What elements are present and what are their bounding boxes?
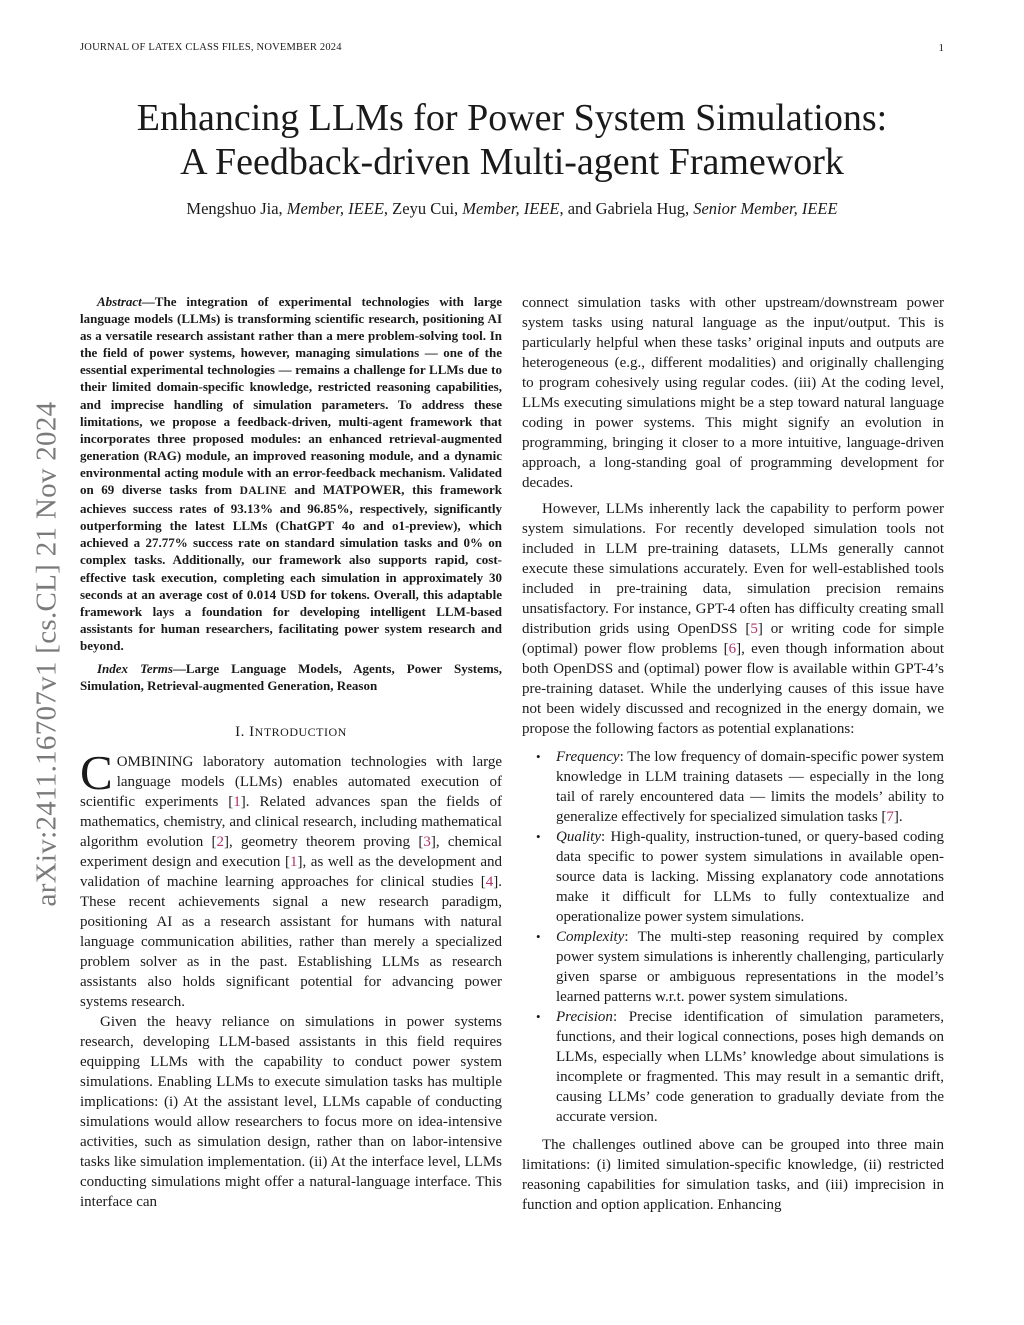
- author-1-role: Member, IEEE: [286, 199, 384, 218]
- author-3: , and Gabriela Hug,: [559, 199, 690, 218]
- list-item: [522, 1007, 944, 1127]
- intro-text-3: ], geometry theorem proving [: [224, 834, 424, 851]
- running-header: JOURNAL OF LATEX CLASS FILES, NOVEMBER 2024: [80, 42, 342, 53]
- citation-link[interactable]: 4: [485, 874, 494, 891]
- list-item: [522, 747, 944, 827]
- factor-term: Quality: [556, 829, 601, 845]
- section-title-rest: NTRODUCTION: [254, 725, 347, 740]
- factor-text: : The low frequency of domain-specific power system knowledge in LLM training datasets — especially in the long tail of rarely encountered data — limits the models’ ability to generalize effectively for specialized simulation tasks [: [556, 749, 944, 825]
- section-numeral: I.: [235, 724, 245, 741]
- section-title-initial: I: [249, 724, 255, 741]
- abstract-text-2: and MATPOWER, this framework achieves success rates of 93.13% and 96.85%, respectively, significantly outperforming the latest LLMs (ChatGPT 4o and o1-preview), which achieved a 27.77% success rate on standard simulation tasks and 0% on complex tasks. Additionally, our framework also supports rapid, cost-effective task execution, completing each simulation in approximately 30 seconds at an average cost of 0.014 USD for tokens. Overall, this adaptable framework lays a foundation for developing intelligent LLM-based assistants for human researchers, facilitating power system research and beyond.: [80, 482, 502, 653]
- index-terms-label: Index Terms: [97, 660, 173, 676]
- right-paragraph-1: connect simulation tasks with other upstream/downstream power system tasks using natural language as the input/output. This is particularly helpful when these tasks’ original inputs and outputs are heterogeneous (e.g., different modalities) and originally challenging to program cohesively using regular codes. (iii) At the coding level, LLMs executing simulations might be a step toward natural language coding in power systems. This might signify an evolution in programming, bringing it closer to a more intuitive, language-driven approach, a long-standing goal of programming development for decades.: [522, 295, 944, 491]
- bullet-icon: •: [536, 749, 541, 764]
- author-3-role: Senior Member, IEEE: [693, 199, 838, 218]
- intro-text-2: ]. Related advances span the fields of mathematics, chemistry, and clinical research, including mathematical algorithm evolution [: [80, 794, 502, 851]
- right-text-1: However, LLMs inherently lack the capability to perform power system simulations. For recently developed simulation tools not included in LLM pre-training datasets, LLMs generally cannot execute these simulations accurately. Even for well-established tools included in pre-training data, simulation precision remains unsatisfactory. For instance, GPT-4 often has difficulty creating small distribution grids using OpenDSS [: [522, 501, 944, 637]
- intro-text-1: laboratory automation technologies with large language models (LLMs) enables automated execution of scientific experiments [: [80, 754, 502, 811]
- citation-link[interactable]: 6: [728, 641, 737, 657]
- factor-list: [522, 747, 944, 1127]
- intro-text-6: ]. These recent achievements signal a new research paradigm, positioning AI as a research assistant for humans with natural language communication abilities, rather than merely a specialized problem solver as in the past. Establishing LLMs as research assistants also holds significant potential for advancing power systems research.: [80, 874, 502, 1011]
- bullet-icon: •: [536, 929, 541, 944]
- factor-term: Complexity: [556, 929, 625, 945]
- title-line-1: Enhancing LLMs for Power System Simulations:: [136, 97, 888, 139]
- factor-end: ].: [893, 809, 903, 825]
- abstract-daline: DALINE: [239, 485, 287, 498]
- title-line-2: A Feedback-driven Multi-agent Framework: [180, 141, 844, 183]
- factor-term: Precision: [556, 1009, 613, 1025]
- intro-paragraph-1: [80, 745, 502, 1012]
- arxiv-identifier: arXiv:2411.16707v1 [cs.CL] 21 Nov 2024: [30, 401, 63, 907]
- author-2-role: Member, IEEE: [462, 199, 560, 218]
- paper-title: [60, 96, 964, 184]
- factor-text: : Precise identification of simulation parameters, functions, and their logical connections, poses high demands on LLMs, especially when LLMs’ knowledge about simulations is incomplete or fragmented. This may result in a semantic drift, causing LLMs’ code generation to gradually deviate from the accurate version.: [556, 1009, 944, 1125]
- right-column: [522, 293, 944, 1215]
- drop-cap: C: [80, 745, 113, 801]
- author-list: [60, 199, 964, 219]
- bullet-icon: •: [536, 1009, 541, 1024]
- factor-text: : The multi-step reasoning required by complex power system simulations is inherently challenging, particularly given sparse or ambiguous representations in the model’s learned patterns w.r.t. power system simulations.: [556, 929, 944, 1005]
- intro-text-4: ], chemical experiment design and execution [: [80, 834, 502, 871]
- citation-link[interactable]: 5: [750, 621, 758, 637]
- citation-link[interactable]: 3: [423, 834, 431, 851]
- abstract: [80, 293, 502, 654]
- right-paragraph-3: The challenges outlined above can be grouped into three main limitations: (i) limited simulation-specific knowledge, (ii) restricted reasoning capabilities for simulation tasks, and (iii) imprecision in function and option application. Enhancing: [522, 1137, 944, 1213]
- right-text-3: ], even though information about both OpenDSS and (optimal) power flow is available within GPT-4’s pre-training dataset. While the underlying causes of this issue have not been widely discussed and recognized in the energy domain, we propose the following factors as potential explanations:: [522, 641, 944, 737]
- author-1: Mengshuo Jia,: [186, 199, 283, 218]
- index-terms: [80, 660, 502, 694]
- abstract-text-1: —The integration of experimental technologies with large language models (LLMs) is transforming scientific research, positioning AI as a versatile research assistant rather than a mere problem-solving tool. In the field of power systems, however, managing simulations — one of the essential experimental technologies — remains a challenge for LLMs due to their limited domain-specific knowledge, restricted reasoning capabilities, and imprecise handling of simulation parameters. To address these limitations, we propose a feedback-driven, multi-agent framework that incorporates three proposed modules: an enhanced retrieval-augmented generation (RAG) module, an improved reasoning module, and a dynamic environmental acting module with an error-feedback mechanism. Validated on 69 diverse tasks from: [80, 294, 502, 498]
- factor-term: Frequency: [556, 749, 620, 765]
- citation-link[interactable]: 7: [886, 809, 894, 825]
- intro-lead-word: OMBINING: [116, 754, 194, 771]
- intro-text-5: ], as well as the development and validation of machine learning approaches for clinical studies [: [80, 854, 502, 891]
- citation-link[interactable]: 2: [216, 834, 225, 851]
- abstract-label: Abstract: [97, 294, 142, 309]
- index-terms-text: —Large Language Models, Agents, Power Systems, Simulation, Retrieval-augmented Generation, Reason: [80, 660, 502, 694]
- citation-link[interactable]: 1: [233, 794, 241, 811]
- right-text-2: ] or writing code for simple (optimal) power flow problems [: [522, 621, 945, 657]
- list-item: [522, 927, 944, 1007]
- page-number: 1: [938, 42, 944, 54]
- right-paragraph-2: [522, 499, 944, 739]
- list-item: [522, 827, 944, 927]
- author-2: , Zeyu Cui,: [383, 199, 459, 218]
- left-column: [80, 293, 502, 1212]
- citation-link[interactable]: 1: [289, 854, 298, 871]
- bullet-icon: •: [536, 829, 541, 844]
- intro-paragraph-2: Given the heavy reliance on simulations in power systems research, developing LLM-based assistants in this field requires equipping LLMs with the capability to conduct power system simulations. Enabling LLMs to execute simulation tasks has multiple implications: (i) At the assistant level, LLMs capable of conducting simulations would allow researchers to focus more on idea-intensive activities, such as simulation design, rather than on labor-intensive tasks like simulation implementation. (ii) At the interface level, LLMs conducting simulations might offer a natural-language interface. This interface can: [80, 1014, 502, 1211]
- factor-text: : High-quality, instruction-tuned, or query-based coding data specific to power system simulations in available open-source data is lacking. Missing explanatory code annotations make it difficult for LLMs to fully contextualize and operationalize power system simulations.: [556, 829, 944, 925]
- section-heading-introduction: [80, 722, 502, 742]
